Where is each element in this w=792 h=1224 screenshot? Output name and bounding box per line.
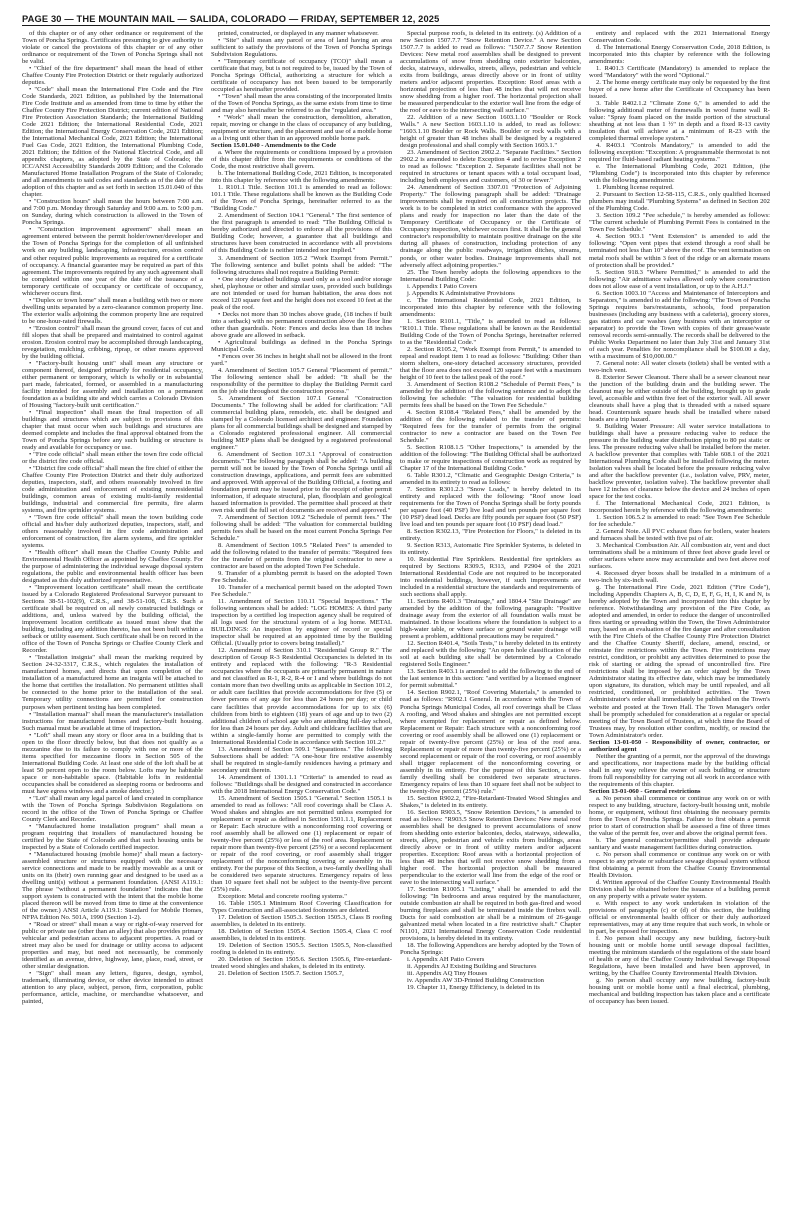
paragraph: 10. Residential Fire Sprinklers. Residential fire sprinklers as required by Sections R309.5, R313, and P2904 of the 2021 International Residential Code are not required to be incorporated into residential buildings, however, if such improvements are included in a residential structure the standards and requirements of such sections shall apply. [400, 556, 581, 599]
paragraph: f. The International Mechanical Code, 2021 Edition, is incorporated herein by reference with the following amendments: [589, 500, 770, 515]
paragraph: 6. Section 1003.10 "Access and Maintenance of Interceptors and Separators," is amended to add the following: "The Town of Poncha Springs requires bars/restaurants, schools, food preparation businesses (including any business with a cafeteria), grocery stores, gas stations and car washes (any business with an interceptor or separator) to provide the Town with copies of their grease/waste removal records semi-annually. The records shall be delivered to the Public Works Department no later than July 31st and January 31st of each year. Penalties for noncompliance shall be $100.00 a day, with a maximum of $10,000.00." [589, 289, 770, 360]
paragraph: • "Improvement location certificate" shall mean the certificate issued by a Colorado Registered Professional Surveyor pursuant to Sections 38-51-102(9), C.R.S., and 38-51-108, C.R.S. Such a certificate shall be required on all newly constructed buildings or additions, and, unless waived by the building official, the improvement location certificate as issued must show that the building, including any addition thereto, has not been built within a setback or utility easement. Such certificate shall be on record in the office of the Town of Poncha Springs or Chaffee County Clerk and Recorder. [22, 584, 203, 655]
paragraph: 17. Section R1005.1 "Listing," shall be amended to add the following: "In bedrooms and areas required by the manufacturer, outside combustion air shall be required in both gas-fired and wood burning fireplaces and shall be terminated inside the firebox wall. Ducts for said combustion air shall be a minimum of 26-gauge galvanized metal when located in a fire restrictive shaft." Chapter N1101, 2021 International Energy Conservation Code residential provisions, is hereby deleted in its entirety. [400, 885, 581, 943]
paragraph: 17. Deletion of Section 1505.3. Section 1505.3, Class B roofing assemblies, is deleted in its entirety. [211, 913, 392, 928]
paragraph: 16. Section R903.5, "Snow Retention Devices," is amended to read as follows: "R903.5 Snow Retention Devices: New metal roof assemblies shall be designed to prevent accumulations of snow from shedding onto exterior balconies, decks, stairways, sidewalks, streets, alleys, pedestrian and vehicle exits from buildings, areas directly above or in front of utility meters and/or adjacent properties. Exception: Roof areas with a horizontal projection of less than 48 inches that will not receive snow shedding from a higher roof. The horizontal projection shall be measured perpendicular to the exterior wall line from the edge of the roof or eave to the intersecting wall surface." [400, 808, 581, 886]
paragraph: 6. Table R301.2, "Climatic and Geographic Design Criteria," is amended in its entirety to read as follows: [400, 471, 581, 486]
paragraph: a. Where the requirements or conditions imposed by a provision of this chapter differ from the requirements or conditions of the Code, the most restrictive shall govern. [211, 149, 392, 171]
paragraph: • "Erosion control" shall mean the ground cover, faces of cut and fill slopes that shall be prepared and maintained to control against erosion. Erosion control may be accomplished through landscaping, revegetation, mulching, cribbing, riprap, or other means approved by the building official. [22, 324, 203, 360]
paragraph: ii. Appendix AJ Existing Building and Structures [407, 963, 537, 971]
paragraph: iv. Appendix AW 3D-Printed Building Construction [407, 977, 544, 985]
paragraph: 8. Amendment of Section 109.5 "Related Fees" is amended to add the following related to the transfer of permits: "Required fees for the transfer of permits from the original contractor to new a contractor are based on the adopted Town Fee Schedule. [211, 542, 392, 571]
paragraph: 25. The Town hereby adopts the following appendices to the International Building Code: [400, 268, 581, 283]
paragraph: b. The general contractor/permittee shall provide adequate sanitary and waste management facilities during construction. [589, 836, 770, 851]
paragraph: 5. Section 918.3 "Where Permitted," is amended to add the following: "Air admittance valves allowed only where construction does not allow ease of a vent installation, or up to the A.H.J." [589, 268, 770, 290]
paragraph: • "Manufactured home installation program" shall mean a program requiring that installers of manufactured housing be certified by the State of Colorado and that such housing units be inspected by a State of Colorado certified inspector. [22, 822, 203, 851]
paragraph: 7. Section R301.2.3 "Snow Loads," is hereby deleted in its entirety and replaced with the following: "Roof snow load requirements for the Town of Poncha Springs shall be forty pounds per square foot (40 PSF) live load and ten pounds per square foot (10 PSF) dead load. Decks are fifty pounds per square foot (50 PSF) live load and ten pounds per square foot (10 PSF) dead load." [400, 486, 581, 529]
paragraph: b. The International Building Code, 2021 Edition, is incorporated into this chapter by reference with the following amendments: [211, 170, 392, 185]
paragraph: • "Temporary certificate of occupancy (TCO)" shall mean a certificate that may, but is not required to be, issued by the Town of Poncha Springs Official, authorizing a structure for which a certificate of occupancy has not been issued to be temporarily occupied as hereinafter provided. [211, 58, 392, 94]
paragraph: 23. Amendment of Section 2902.2. "Separate Facilities." Section 2902.2 is amended to delete Exception 4 and to revise Exception 2 to read as follows: "Exception 2. Separate facilities shall not be required in structures or tenant spaces with a total occupant load, including both employees and customers, of 30 or fewer." [400, 149, 581, 185]
paragraph: 1. R101.1 Title. Section 101.1 is amended to read as follows: 101.1 Title. These regulations shall be known as the Building Code of the Town of Poncha Springs, hereinafter referred to as the "Building Code." [211, 184, 392, 213]
paragraph: 8. Exterior Sewer Cleanout. There shall be a sewer cleanout near the junction of the building drain and the building sewer. The cleanout may be either outside of the building, brought up to grade level, accessible and within five feet of the exterior wall. All sewer cleanouts shall have a plug that is threaded with a raised square head. Countersunk square heads shall be installed where raised heads are a trip hazard. [589, 373, 770, 423]
paragraph: 9. Section R313, Automatic Fire Sprinkler Systems, is deleted in its entirety. [400, 542, 581, 557]
paragraph: of this chapter or of any other ordinance or requirement of the Town of Poncha Springs. Certificates presuming to give authority to violate or cancel the provisions of this chapter or of any other ordinance or requirement of the Town of Poncha Springs shall not be valid. [22, 30, 203, 66]
paragraph: 2. The home energy certificate may only be requested by the first buyer of a new home after the Certificate of Occupancy has been issued. [589, 79, 770, 101]
paragraph: • "Work" shall mean the construction, demolition, alteration, repair, moving or change in the class of occupancy of any building, equipment or structure, and the placement and use of a mobile home as a living unit other than in an approved mobile home park. [211, 114, 392, 143]
paragraph: 2. Pursuant to Section 12-58-115, C.R.S., only qualified licensed plumbers may install "Plumbing Systems" as defined in Section 202 of the Plumbing Code. [589, 191, 770, 213]
paragraph: • Decks not more than 30 inches above grade, (18 inches if built into a setback) with no permanent construction above the floor line other than guardrails. Note: Fences and decks less than 18 inches above grade are allowed in setback. [211, 310, 392, 339]
paragraph: 16. Table 1505.1 Minimum Roof Covering Classification for Types Construction and all-associated footnotes are deleted. [211, 899, 392, 914]
column-3 [400, 30, 581, 1220]
paragraph: • "Chief of the fire department" shall mean the head of either Chaffee County Fire Protection District or their regularly authorized deputies. [22, 65, 203, 87]
paragraph: iii. Appendix AQ Tiny Houses [407, 970, 488, 978]
paragraph: printed, constructed, or displayed in any manner whatsoever. [218, 30, 379, 37]
paragraph: 3. Amendment of Section R108.2 "Schedule of Permit Fees," is amended by the addition of the following sentence and to adopt the following fee schedule: "The valuation for residential building permits fees shall be based on the Town Fee Schedule." [400, 380, 581, 409]
paragraph: 7. Amendment of Section 109.2 "Schedule of permit fees." The following shall be added: "The valuation for commercial building permits fees shall be based on the most current Poncha Springs Fee Schedule." [211, 514, 392, 543]
paragraph: Exception: Metal and concrete roofing systems." [218, 892, 347, 900]
paragraph: 14. Section R902.1, "Roof Covering Materials," is amended to read as follows: "R902.1 General. In accordance with the Town of Poncha Springs Municipal Codes, all roof coverings shall be Class A roofing, and Wood shakes and shingles are not permitted except where exempted for replacement or repair as defined below. Replacement or Repair: Each structure with a nonconforming roof covering or roof assembly shall be allowed one (1) replacement or repair of twenty-five percent (25%) or less of the roof area. Replacement or repair of more than twenty-five percent (25%) or a second replacement or repair of the roof covering, or roof assembly shall trigger replacement of the nonconforming covering or assembly in its entirety. For the purpose of this Section, a two-family dwelling shall be considered two separate structures. Emergency repairs of less than 10 square feet shall not be subject to the twenty-five percent (25%) rule." [400, 689, 581, 795]
paragraph: 1. Section R101.1, "Title," is amended to read as follows: "R101.1 Title. These regulations shall be known as the Residential Building Code of the Town of Poncha Springs, hereinafter referred to as the "Residential Code." [400, 317, 581, 346]
paragraph: 22. Addition of a new Section 1603.1.10 "Boulder or Rock Walls." A new Section 1603.1.10 is added, to read as follows: "1603.1.10 Boulder or Rock Walls. Boulder or rock walls with a height of greater than 48 inches shall be designed by a registered design professional and shall comply with Section 1603.1." [400, 114, 581, 150]
paragraph: • "Town fire code official" shall mean the town building code official and his/her duly authorized deputies, inspectors, staff, and others reasonably involved in fire code administration and enforcement of construction, fire alarm systems, and fire sprinkler systems. [22, 514, 203, 550]
paragraph: • "Fire code official" shall mean either the town fire code official or the district fire code official. [22, 450, 203, 465]
paragraph: 4. R403.1 "Controls Mandatory," is amended to add the following exception: "Exception: A programmable thermostat is not required for fluid-based radiant heating systems." [589, 142, 770, 164]
column-1 [22, 30, 203, 1220]
paragraph: 13. Amendment of Section 509.1 "Separations." The following Subsections shall be added: "A one-hour fire resistive assembly shall be required in single-family residences having a primary and secondary unit therein. [211, 745, 392, 774]
paragraph: d. The International Energy Conservation Code, 2018 Edition, is incorporated into this chapter by reference with the following amendments: [589, 44, 770, 66]
column-2 [211, 30, 392, 1220]
paragraph: Section 13-01-060 - General restrictions [589, 787, 701, 795]
paragraph: • One story detached buildings used only as a tool and/or storage shed, playhouse or other and similar uses, provided such buildings are not intended or used for human habitation, the area does not exceed 120 square feet and the height does not exceed 10 feet at the peak of the roof. [211, 275, 392, 311]
paragraph: 1. Section 106.5.2 is amended to read: "See Town Fee Schedule for fee schedule." [589, 514, 770, 529]
paragraph: c. The International Residential Code, 2021 Edition, is incorporated into this chapter by reference with the following amendments: [400, 296, 581, 318]
paragraph: j. Appendix K Administrative Provisions [407, 289, 515, 297]
paragraph: 7. General note: All water closets (toilets) shall be vented with a two-inch vent. [589, 359, 770, 374]
paragraph: 9. Building Water Pressure: All water service installations to buildings shall have a pressure reducing valve to reduce the pressure in the building water distribution piping to 80 psi static or less. The pressure reducing valve shall be installed before the meter. A backflow preventer that complies with Table 608.1 of the 2021 International Plumbing Code shall be installed following the meter. Isolation valves shall be located before the pressure reducing valve and after the backflow preventer (i.e., isolation valve, PRV, meter, backflow preventer, isolation valve). The backflow preventer shall have 12 inches of clearance below the device and 24 inches of open space for the test cocks. [589, 422, 770, 501]
paragraph: • "Installation insignia" shall mean the marking required by Section 24-32-3317, C.R.S., which regulates the installation of manufactured homes, and directs that upon completion of the installation of a manufactured home an insignia will be attached to the home that certifies the installation. No permanent utilities shall be connected to the home prior to the installation of the seal. Temporary utility connections are permitted for construction purposes when pertinent testing has been completed. [22, 654, 203, 711]
paragraph: c. No person shall commence or continue any work on or with respect to any private or subsurface sewage disposal system without first obtaining a permit from the Chaffee County Environmental Health Division. [589, 850, 770, 879]
paragraph: • "Site" shall mean any parcel or area of land having an area sufficient to satisfy the provisions of the Town of Poncha Springs Subdivision Regulations. [211, 37, 392, 59]
paragraph: • "District fire code official" shall mean the fire chief of either the Chaffee County Fire Protection District and their duly authorized deputies, inspectors, staff, and others reasonably involved in fire code administration and enforcement of existing nonresidential buildings, common areas of existing multi-family residential buildings, industrial and commercial fire permits, fire alarm systems, and fire sprinkler systems. [22, 464, 203, 515]
paragraph: e. With respect to any work undertaken in violation of the provisions of paragraphs (c) or (d) of this section, the building official or environmental health officer or their duly authorized representatives, may at any time require that such work, in whole or in part, be exposed for inspection. [589, 899, 770, 935]
paragraph: 4. Section 903.1 "Vent Extension" is amended to add the following: "Open vent pipes that extend through a roof shall be terminated not less than 10" above the roof. The vent termination on metal roofs shall be within 3 feet of the ridge or an alternate means of protection shall be provided." [589, 233, 770, 269]
paragraph: • "Final inspection" shall mean the final inspection of all buildings and structures which are subject to provisions of this chapter that must occur when such buildings and structures are deemed complete and includes the final approval obtained from the Town of Poncha Springs before any such building or structure is ready and available for occupancy or use. [22, 408, 203, 451]
paragraph: Special purpose roofs, is deleted in its entirety. (s) Addition of a new Section 1507.7.7 "Snow Retention Device." A new Section 1507.7.7 is added to read as follows: "1507.7.7 Snow Retention Devices: New metal roof assemblies shall be designed to prevent accumulations of snow from shedding onto exterior balconies, decks, stairways, sidewalks, streets, alleys, pedestrian and vehicle exits from buildings, areas directly above or in front of utility meters and/or adjacent properties. Exception: Roof areas with a horizontal projection of less than 48 inches that will not receive snow shedding from a higher roof. The horizontal projection shall be measured perpendicular to the exterior wall line from the edge of the roof or eave to the intersecting wall surface." [400, 30, 581, 115]
paragraph: 3. Table R402.1.2 "Climate Zone 6," is amended to add the following additional meter of framewalls in wood frame wall R-value: "Spray foam placed on the inside portion of the structural sheathing at not less than 1 ½" in depth and a fixed R-13 cavity insulation that will achieve at a minimum of R-23 with the completed thermal envelope system." [589, 100, 770, 143]
paragraph: 11. Amendment of Section 110.11 "Special Inspections." The following sentences shall be added: "LOG HOMES: A third party inspection by a certified log inspection agency shall be required of all logs used for the structural system of a log home. METAL BUILDINGS: An inspection by engineer of record or special inspector shall be required at an appointed time by the Building Official. (Usually prior to covers being installed)." [211, 598, 392, 648]
paragraph: 10. Transfer of a mechanical permit based on the adopted Town Fee Schedule." [211, 584, 392, 599]
paragraph: 4. Section R108.4 "Related Fees," shall be amended by the addition of the following related to the transfer of permits: "Required fees for the transfer of permits from the original contractor to new a contractor are based on the Town Fee Schedule." [400, 408, 581, 444]
paragraph: 4. Recessed dryer boxes shall be installed in a minimum of a two-inch by six-inch wall. [589, 570, 770, 585]
paragraph: • Agricultural buildings as defined in the Poncha Springs Municipal Code. [211, 338, 392, 353]
paragraph: 2. General Note. All PVC exhaust flues for boilers, water heaters and furnaces shall be tested with five psi of air. [589, 528, 770, 543]
paragraph: 8. Section R302.13, "Fire Protection for Floors," is deleted in its entirety. [400, 528, 581, 543]
paragraph: • "Lot" shall mean any legal parcel of land created in compliance with the Town of Poncha Springs Subdivision Regulations on record in the office of the Town of Poncha Springs or Chaffee County Clerk and Recorder. [22, 794, 203, 823]
paragraph: g. The International Fire Code, 2021 Edition ("Fire Code"), including Appendix Chapters A, B, C, D, E, F, G, H, I, K and N, is hereby adopted by the Town and incorporated into this chapter by reference. Notwithstanding any provision of the Fire Code, as adopted and amended, in order to reduce the danger of uncontrolled fires starting or spreading within the Town, the Town Administrator may, based on an evaluation of the fire danger and after consultation with the Fire Chiefs of the Chaffee County Fire Protection District and the Chaffee County Sheriff, declare, amend, rescind, or reinstate fire restrictions within the Town. Fire restrictions may restrict, condition, or prohibit any activities determined to pose the risk of starting or aiding the spread of uncontrolled fire. Fire restrictions shall be imposed by an order signed by the Town Administrator stating its effective date, which may be immediately upon signature, its duration, which may be until repealed, and all restricted, conditioned, or prohibited activities. The Town Administrator's order shall immediately be published on the Town's website and posted at the Town Hall. The Town Manager's order shall be promptly scheduled for consideration at a regular or special meeting of the Town Board of Trustees, at which time the Board of Trustees may, by resolution either confirm, modify, or rescind the Town Administrator's order. [589, 584, 770, 739]
paragraph: 20. Deletion of Section 1505.6. Section 1505.6, Fire-retardant-treated wood shingles and shakes, is deleted in its entirety. [211, 956, 392, 971]
paragraph: 14. Amendment of 1301.1.1 "Criteria" is amended to read as follows: "Buildings shall be designed and constructed in accordance with the 2018 International Energy Conservation Code." [211, 773, 392, 795]
paragraph: 15. Section R902.2, "Fire-Retardant-Treated Wood Shingles and Shakes," is deleted in its entirety. [400, 794, 581, 809]
paragraph: 5. Amendment of Section 107.1 General "Construction Documents." The following shall be added for clarification: "All commercial building plans, remodels, etc. shall be designed and stamped by a Colorado licensed architect and engineer. Foundation plans for all commercial buildings shall be designed and stamped by a Colorado registered professional engineer. All commercial building MEP plans shall be designed by a registered professional engineer." [211, 394, 392, 451]
column-4 [589, 30, 770, 1220]
paragraph: Section 13-01-050 - Responsibility of owner, contractor, or authorized agent [589, 738, 770, 753]
paragraph: Section 15.01.040 - Amendments to the Code [211, 142, 337, 150]
paragraph: 1. Plumbing license required. [596, 184, 674, 192]
paragraph: i. Appendix I Patio Covers [407, 282, 478, 290]
paragraph: 1. R401.3 Certificate (Mandatory) is amended to replace the word "Mandatory" with the word "Optional." [589, 65, 770, 80]
paragraph: 4. Amendment of Section 105.7 General "Placement of permit." The following sentence shall be added: "It shall be the responsibility of the permittee to display the Building Permit card on the job site throughout the construction process." [211, 366, 392, 395]
paragraph: e. The International Plumbing Code, 2021 Edition, (the "Plumbing Code") is incorporated into this chapter by reference with the following amendments: [589, 163, 770, 185]
paragraph: entirety and replaced with the 2021 International Energy Conservation Code. [589, 30, 770, 45]
paragraph: 2. Section R105.2, "Work Exempt from Permit," is amended to repeal and readopt item 1 to read as follows: "Building: Other than storm shelters, one-story detached accessory structures, provided that the floor area does not exceed 120 square feet with a maximum height of 10 feet to the tallest peak of the roof." [400, 345, 581, 381]
paragraph: 15. Amendment of Section 1505.1 "General." Section 1505.1 is amended to read as follows: "All roof coverings shall be Class A. Wood shakes and shingles are not permitted unless exempted for replacement or repair as defined in Section 1501.1.1, Replacement or Repair: Each structure with a nonconforming roof covering or roof assembly shall be allowed one (1) replacement or repair of twenty-five percent (25%) or less of the roof area. Replacement or repair more than twenty-five percent (25%) or a second replacement or repair of the roof covering, or roof assembly shall trigger replacement of the nonconforming covering or assembly in its entirety. For the purpose of this Section, a two-family dwelling shall be considered two separate structures. Emergency repairs of less than 10 square feet shall not be subject to the twenty-five percent (25%) rule. [211, 794, 392, 893]
paragraph: 6. Amendment of Section 107.3.1 "Approval of construction documents." The following paragraph shall be added: "A building permit will not be issued by the Town of Poncha Springs until all construction drawings, applications, and permit fees are submitted and approved. With approval of the Building Official, a footing and foundation permit may be issued prior to the receipt of other permit information, if adequate structural, plan, floodplain and geological hazard information is provided. The permittee shall proceed at their own risk until the full set of documents are received and approved." [211, 450, 392, 515]
paragraph: • "Health officer" shall mean the Chaffee County Public and Environmental Health Officer as appointed by Chaffee County. For the purpose of administering the individual sewage disposal system regulations, the public and environmental health officer has been designated as this duly authorized representative. [22, 549, 203, 585]
paragraph: 3. Mechanical Combustion Air. All combustion air, vent and duct terminations shall be a minimum of three feet above grade level or other surfaces where snow may accumulate and two feet above roof surfaces. [589, 542, 770, 571]
paragraph: 3. Section 109.2 "Fee schedule," is hereby amended as follows: "The current schedule of Plumbing Permit Fees is contained in the Town Fee Schedule." [589, 212, 770, 234]
paragraph: • "Road or street" shall mean a way or right-of-way reserved for public or private use (other than an alley) that also provides primary vehicular and pedestrian access to adjacent properties. A road or street may also be used for drainage or utility access to adjacent properties and may, but need not necessarily, be commonly identified as an avenue, drive, highway, lane, place, road, street, or other similar designation. [22, 920, 203, 971]
text-columns [22, 30, 770, 1220]
paragraph: • "Installation manual" shall mean the manufacturer's installation instructions for manufactured homes and factory-built housing. Such manual must be available at time of inspection. [22, 710, 203, 732]
paragraph: a. No person shall commence or continue any work on or with respect to any building, structure, factory-built housing unit, mobile home, or equipment, without first obtaining the necessary permits from the Town of Poncha Springs. Failure to first obtain a permit prior to start of construction shall be assessed a fine of three times the value of the permit fee, over and above the original permit fees. [589, 794, 770, 837]
paragraph: • "Construction improvement agreement" shall mean an agreement entered between the permit holder/owner/developer and the Town of Poncha Springs for the completion of all unfinished work on any building, landscaping, infrastructure, erosion control and other required public improvements as required for a certificate of occupancy. A financial guarantee may be required as part of this agreement. The improvements required by any such agreement shall be completed within one year of the date of the issuance of a temporary certificate of occupancy or certificate of occupancy, whichever occurs first. [22, 226, 203, 297]
paragraph: • "Sign" shall mean any letters, figures, design, symbol, trademark, illuminating device, or other device intended to attract attention to any place, subject, person, firm, corporation, public performance, article, machine, or merchandise whatsoever, and painted, [22, 970, 203, 1006]
paragraph: • "Loft" shall mean any story or floor area in a building that is open to the floor directly below, but that does not qualify as a mezzanine due to its failure to comply with one or more of the items specified for mezzanine floors in Section 505 of the International Building Code. At least one side of the loft shall be at least 50 percent open to the room below. Lofts may be habitable space or non-habitable space. (Habitable lofts in residential occupancies shall be considered as sleeping rooms or bedrooms and must have egress windows and a smoke detector.) [22, 731, 203, 795]
header-line: PAGE 30 — THE MOUNTAIN MAIL — SALIDA, COLORADO — FRIDAY, SEPTEMBER 12, 2025 [22, 14, 440, 24]
paragraph: 24. Amendment of Section 3307.01 "Protection of Adjoining Property." The following paragraph shall be added: "Drainage improvements shall be required on all construction projects. The work is to be completed in strict conformance with the approved plans and ready for inspection no later than the date of the Temporary Certificate of Occupancy or the Certificate of Occupancy inspection, whichever occurs first. It shall be the general contractor's responsibility to maintain positive drainage on the site during all phases of construction, including protection of any drainage along the public roadways, irrigation ditches, streams, ponds, or other water bodies. Drainage improvements shall not adversely affect adjoining properties." [400, 184, 581, 269]
paragraph: • "Town" shall mean the area consisting of the incorporated limits of the Town of Poncha Springs, as the same exists from time to time and may also hereinafter be referred to as the "regulated area." [211, 93, 392, 115]
paragraph: • "Duplex or town home" shall mean a building with two or more dwelling units separated by a zero-clearance common property line. The exterior walls adjoining the common property line are required to be one-hour-rated firewalls. [22, 296, 203, 325]
paragraph: Neither the granting of a permit, nor the approval of the drawings and specifications, nor inspections made by the building official shall in any way relieve the owner of such building or structure from full responsibility for carrying out all work in accordance with the requirements of this chapter. [589, 752, 770, 788]
paragraph: 3. Amendment of Section 105.2 "Work Exempt from Permit." The following sentence and bullet points shall be added: "The following structures shall not require a Building Permit: [211, 254, 392, 276]
paragraph: 9. Transfer of a plumbing permit is based on the adopted Town Fee Schedule. [211, 570, 392, 585]
paragraph: • "Construction hours" shall mean the hours between 7:00 a.m. and 7:00 p.m. Monday through Saturday and 9:00 a.m. to 5:00 p.m. on Sunday, during which construction is allowed in the Town of Poncha Springs. [22, 198, 203, 227]
paragraph: i. Appendix AH Patio Covers [407, 956, 485, 964]
paragraph: • "Code" shall mean the International Fire Code and the Fire Code Standards, 2021 Edition, as published by the International Fire Code Institute and as amended from time to time by either the Chaffee County Fire Protection District; current edition of National Fire Protection Association Standards; the International Building Code 2021 Edition; the International Residential Code, 2021 Edition; the International Energy Conservation Code, 2021 Edition; the International Mechanical Code, 2021 Edition; the International Fuel Gas Code, 2021 Edition, the International Plumbing Code, 2021 Edition; the Edition of the National Electrical Code, and all appendix chapters, as adopted by the State of Colorado; the ICC/ANSI Accessibility Standards 2009 Edition; and the Colorado Manufactured Home Installation Program of the State of Colorado; and all amendments to said codes and standards as of the date of the adoption of this chapter and as set forth in section 15.01.040 of this chapter. [22, 86, 203, 199]
header-rule [22, 25, 770, 26]
paragraph: 19. Deletion of Section 1505.5. Section 1505.5, Non-classified roofing is deleted in its entirety. [211, 942, 392, 957]
paragraph: f. No person shall occupy any new building, factory-built housing unit or mobile home until sewage disposal facilities, meeting the minimum standards of the regulations of the state board of health or any of the Chaffee County Individual Sewage Disposal Regulations, have been installed and have been approved, in writing, by the Chaffee County Environmental Health Division. [589, 935, 770, 978]
paragraph: • "Factory-built housing unit" shall mean any structure or component thereof, designed primarily for residential occupancy, either permanent or temporary, which is wholly or in substantial part made, fabricated, formed, or assembled in a manufacturing facility intended for assembly and installation on a permanent foundation as a building site and which carries a Colorado Division of Housing "factory-built unit certification." [22, 359, 203, 409]
paragraph: 11. Sections R401.3 "Drainage," and 1804.4 "Site Drainage" are amended by the addition of the following paragraph: "Positive drainage away from the exterior of all foundation walls must be maintained. In those locations where the foundation is subject to a high-water table, or where surface or ground water drainage will present a problem, additional precautions may be required." [400, 598, 581, 641]
paragraph: 21. Deletion of Section 1505.7. Section 1505.7, [218, 970, 344, 978]
page-header [22, 8, 770, 24]
paragraph: 18. The following Appendices are hereby adopted by the Town of Poncha Springs: [400, 942, 581, 957]
paragraph: 2. Amendment of Section 104.1 "General." The first sentence of the first paragraph is amended to read: "The Building Official is hereby authorized and directed to enforce all the provisions of this Building Code; however, a guarantee that all buildings and structures have been constructed in accordance with all provisions of this Building Code is neither intended nor implied." [211, 212, 392, 255]
paragraph: g. No person shall occupy any new building, factory-built housing unit or mobile home until a final electrical, plumbing, mechanical and building inspection has taken place and a certificate of occupancy has been issued. [589, 977, 770, 1006]
paragraph: 13. Section R403.1 is amended to add the following to the end of the last sentence in this section: "and verified by a licensed engineer for permit submittal." [400, 668, 581, 690]
paragraph: • Fences over 36 inches in height shall not be allowed in the front yard." [211, 352, 392, 367]
paragraph: d. Written approval of the Chaffee County Environmental Health Division shall be obtained before the issuance of a building permit on any property with a private water system. [589, 878, 770, 900]
paragraph: • "Manufactured housing (mobile home)" shall mean a factory-assembled structure or structures equipped with the necessary service connections and made to be readily moveable as a unit or units on its (their) own running gear and designed to be used as a dwelling unit(s) without a permanent foundation. (ANSI A119.1: The phrase "without a permanent foundation" indicates that the support system is constructed with the intent that the mobile home placed thereon will be moved from time to time at the convenience of the owner.) ANSI Article A119.1: Standard for Mobile Homes, NFPA Edition No. 501A, 1990 (Section 1-2). [22, 850, 203, 921]
paragraph: 18. Deletion of Section 1505.4. Section 1505.4, Class C roof assemblies, is deleted in its entirety. [211, 928, 392, 943]
paragraph: 19. Chapter 11, Energy Efficiency, is deleted in its [407, 984, 540, 992]
paragraph: 12. Section R401.4, "Soils Tests," is hereby deleted in its entirety and replaced with the following: "An open hole classification of the soil at each building site shall be determined by a Colorado registered Soils Engineer." [400, 640, 581, 669]
paragraph: 12. Amendment of Section 310.1 "Residential Group R." The description of Group R-3 Residential Occupancies is deleted in its entirety and replaced with the following: "R-3 Residential occupancies where the occupants are primarily permanent in nature and not classified as R-1, R-2, R-4 or I and where buildings do not contain more than two dwelling units as applicable in Section 101.2, or adult care facilities that provide accommodations for five (5) or fewer persons of any age for less than 24 hours per day; or child care facilities that provide accommodations for up to six (6) children from birth to eighteen (18) years of age and up to two (2) additional children of school age who are attending full-day school, for less than 24 hours per day. Adult and childcare facilities that are within a single-family home are permitted to comply with the International Residential Code in accordance with Section 101.2." [211, 647, 392, 746]
paragraph: 5. Section R108.1.5 "Other Inspections," is amended by the addition of the following: "The Building Official shall be authorized to make or require inspections of construction work as required by Chapter 17 of the International Building Code." [400, 443, 581, 472]
